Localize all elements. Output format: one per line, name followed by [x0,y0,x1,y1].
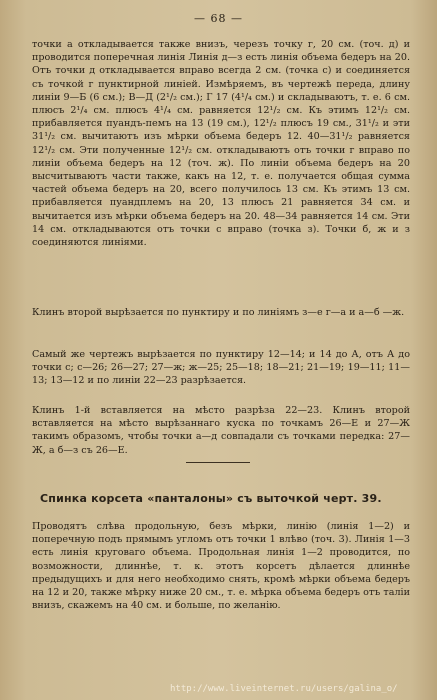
watermark-url: http://www.liveinternet.ru/users/galina_o/ [170,684,398,694]
section-divider [186,462,250,463]
paragraph-second-wedge: Клинъ второй вырѣзается по пунктиру и по линіямъ з—е г—а и а—б —ж. [32,307,405,318]
paragraph-hip-measurements: точки а откладывается также внизъ, черезъ точку г, 20 см. (точ. д) и проводится поперечная линія Линія д—з есть линія объема бедеръ на 20. Отъ точки д откладывается вправо всегда 2 см. (точка с) и соединяется съ точкой г пунктирной линіей. Измѣряемъ, въ чертежѣ переда, длину линіи 9—Б (6 см.); В—Д (2¹/₂ см.); Г 17 (4¹/₄ см.) и складываютъ, т. е. 6 см. плюсъ 2¹/₄ см. плюсъ 4¹/₄ см. равняется 12¹/₂ см. Къ этимъ 12¹/₂ см. прибавляется пуандъ-пемъ на 13 (19 см.), 12¹/₂ плюсъ 19 см., 31¹/₂ и эти 31¹/₂ см. вычитаютъ изъ мѣрки объема бедеръ 12. 40—31¹/₂ равняется 12¹/₂ см. Эти полученные 12¹/₂ см. откладываютъ отъ точки г вправо по линіи объема бедеръ на 12 (точ. ж). По линіи объема бедеръ на 20 высчитываютъ части также, какъ на 12, т. е. получается общая сумма частей объема бедеръ на 20, всего получилось 13 см. Къ этимъ 13 см. прибавляется пуандплемъ на 20, 13 плюсъ 21 равняется 34 см. и вычитается изъ мѣрки объема бедеръ на 20. 48—34 равняется 14 см. Эти 14 см. откладываются отъ точки с вправо (точка з). Точки б, ж и з соединяются линіями. [32,39,410,249]
paragraph-wedge-insertion: Клинъ 1-й вставляется на мѣсто разрѣза 22—23. Клинъ второй вставляется на мѣсто вырѣзаннаго куска по точкамъ 26—Е и 27—Ж такимъ образомъ, чтобы точки а—д совпадали съ точками передка: 27—Ж, а б—з съ 26—Е. [32,405,410,456]
paragraph-cutting-lines: Самый же чертежъ вырѣзается по пунктиру 12—14; и 14 до А, отъ А до точки с; с—26; 26—27; 27—ж; ж—25; 25—18; 18—21; 21—19; 19—11; 11—13; 13—12 и по линіи 22—23 разрѣзается. [32,349,410,387]
page-number: — 68 — [194,12,243,25]
section-heading: Спинка корсета «панталоны» съ выточкой черт. 39. [40,492,382,505]
paragraph-back-construction: Проводятъ слѣва продольную, безъ мѣрки, линію (линія 1—2) и поперечную подъ прямымъ угломъ отъ точки 1 влѣво (точ. 3). Линія 1—3 есть линія круговаго объема. Продольная линія 1—2 проводится, по возможности, длиннѣе, т. к. этотъ корсетъ дѣлается длиннѣе предыдущихъ и для него необходимо снять, кромѣ мѣрки объема бедеръ на 12 и 20, также мѣрку ниже 20 см., т. е. мѣрка объема бедеръ отъ таліи внизъ, скажемъ на 40 см. и больше, по желанію. [32,521,410,612]
